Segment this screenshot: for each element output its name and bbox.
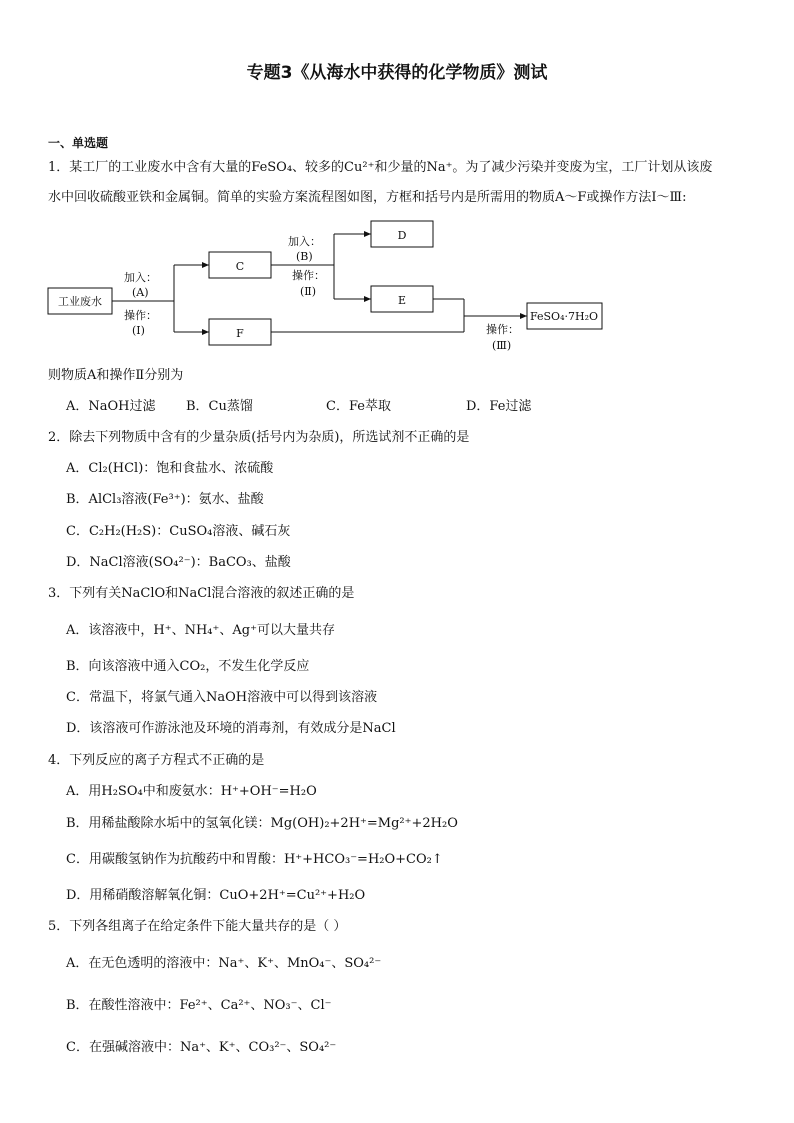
q4-option-b[interactable]: B．用稀盐酸除水垢中的氢氧化镁：Mg(OH)₂+2H⁺=Mg²⁺+2H₂O [66,816,458,831]
section-heading: 一、单选题 [48,136,109,150]
flow-ii: (Ⅱ) [300,285,317,298]
page-title: 专题3《从海水中获得的化学物质》测试 [246,63,548,83]
q1-option-d[interactable]: D．Fe过滤 [466,399,532,414]
flow-d-label: D [397,229,407,242]
q5-stem: 5．下列各组离子在给定条件下能大量共存的是（ ） [48,919,347,934]
flow-iii: (Ⅲ) [492,339,512,352]
flow-a: (A) [132,286,149,299]
flow-op-2: 操作： [292,269,325,282]
q2-option-c[interactable]: C．C₂H₂(H₂S)：CuSO₄溶液、碱石灰 [66,524,291,539]
q1-option-b[interactable]: B．Cu蒸馏 [186,399,253,414]
q1-option-a[interactable]: A．NaOH过滤 [66,399,156,414]
flow-product-label: FeSO₄·7H₂O [529,310,599,323]
q1-option-c[interactable]: C．Fe萃取 [326,399,391,414]
q3-option-b[interactable]: B．向该溶液中通入CO₂，不发生化学反应 [66,659,310,674]
q1-stem-line1: 1．某工厂的工业废水中含有大量的FeSO₄、较多的Cu²⁺和少量的Na⁺。为了减少污染并变废为宝，工厂计划从该废 [48,160,713,175]
q2-option-b[interactable]: B．AlCl₃溶液(Fe³⁺)：氨水、盐酸 [66,492,264,507]
flow-add-a: 加入： [124,271,157,284]
flow-i: (Ⅰ) [132,324,145,337]
q3-option-a[interactable]: A．该溶液中，H⁺、NH₄⁺、Ag⁺可以大量共存 [66,623,335,638]
q5-option-a[interactable]: A．在无色透明的溶液中：Na⁺、K⁺、MnO₄⁻、SO₄²⁻ [66,956,382,971]
flow-e-label: E [397,294,407,307]
q4-stem: 4．下列反应的离子方程式不正确的是 [48,753,265,768]
q2-option-a[interactable]: A．Cl₂(HCl)：饱和食盐水、浓硫酸 [66,461,274,476]
flow-f-label: F [236,327,244,340]
q2-stem: 2．除去下列物质中含有的少量杂质(括号内为杂质)，所选试剂不正确的是 [48,430,470,445]
q1-stem-line2: 水中回收硫酸亚铁和金属铜。简单的实验方案流程图如图，方框和括号内是所需用的物质A～F或操作方法Ⅰ～Ⅲ: [48,190,687,205]
q3-option-c[interactable]: C．常温下，将氯气通入NaOH溶液中可以得到该溶液 [66,690,378,705]
flow-op-1: 操作： [124,309,157,322]
flow-c-label: C [235,260,245,273]
q4-option-c[interactable]: C．用碳酸氢钠作为抗酸药中和胃酸：H⁺+HCO₃⁻=H₂O+CO₂↑ [66,852,443,867]
flow-b: (B) [296,250,313,263]
q5-option-b[interactable]: B．在酸性溶液中：Fe²⁺、Ca²⁺、NO₃⁻、Cl⁻ [66,998,332,1013]
q3-option-d[interactable]: D．该溶液可作游泳池及环境的消毒剂，有效成分是NaCl [66,721,396,736]
q2-option-d[interactable]: D．NaCl溶液(SO₄²⁻)：BaCO₃、盐酸 [66,555,291,570]
q4-option-a[interactable]: A．用H₂SO₄中和废氨水：H⁺+OH⁻=H₂O [66,784,317,799]
flow-add-b: 加入： [288,235,321,248]
q1-options [66,399,531,415]
q4-option-d[interactable]: D．用稀硝酸溶解氧化铜：CuO+2H⁺=Cu²⁺+H₂O [66,888,366,903]
q5-option-c[interactable]: C．在强碱溶液中：Na⁺、K⁺、CO₃²⁻、SO₄²⁻ [66,1040,337,1055]
flow-waste-label: 工业废水 [58,295,102,308]
q3-stem: 3．下列有关NaClO和NaCl混合溶液的叙述正确的是 [48,586,355,601]
flow-op-3: 操作： [486,323,519,336]
flowchart-diagram [40,215,620,360]
q1-followup: 则物质A和操作Ⅱ分别为 [48,368,184,383]
